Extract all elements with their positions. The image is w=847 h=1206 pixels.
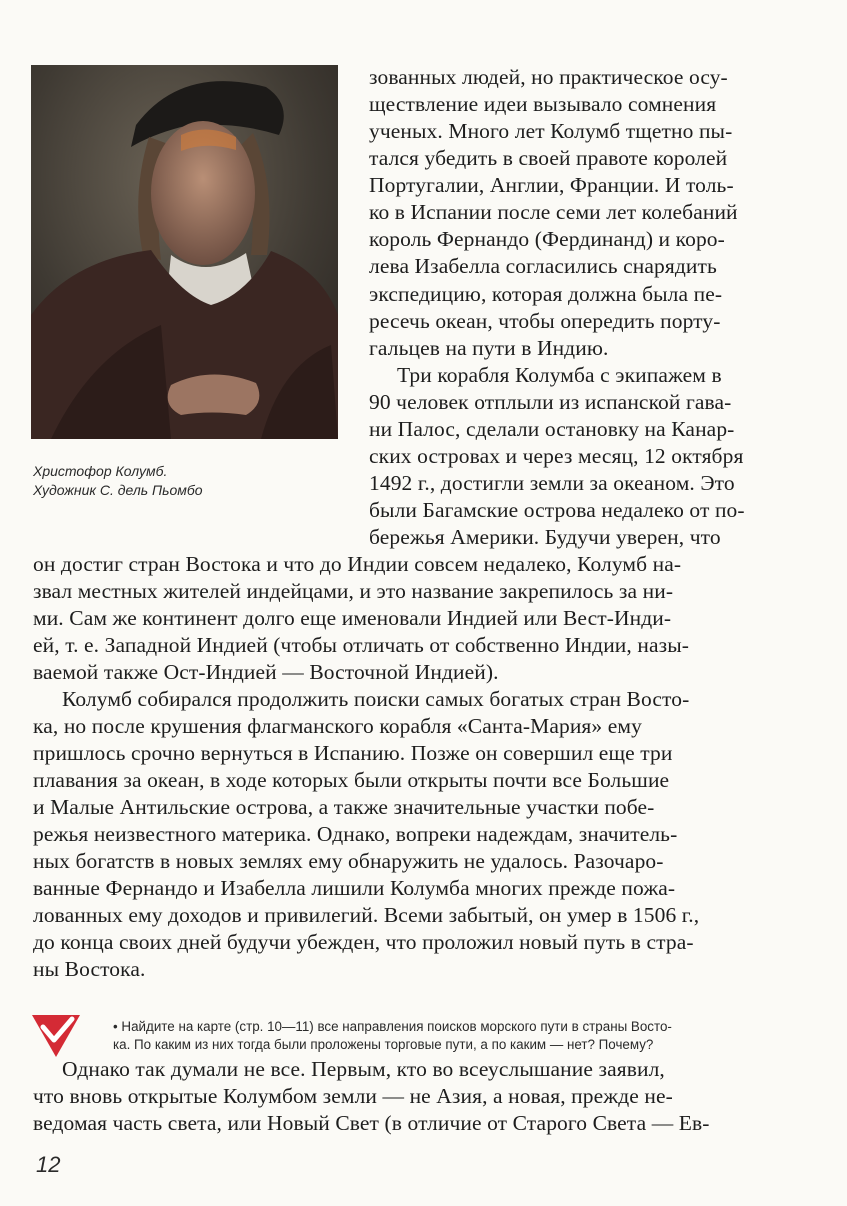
- text-line: ных богатств в новых землях ему обнаружить не удалось. Разочаро-: [33, 849, 664, 873]
- text-line: ми. Сам же континент долго еще именовали Индией или Вест-Инди-: [33, 606, 672, 630]
- text-line: Португалии, Англии, Франции. И толь-: [369, 173, 734, 197]
- text-line: ванные Фернандо и Изабелла лишили Колумба многих прежде пожа-: [33, 876, 676, 900]
- text-line: пришлось срочно вернуться в Испанию. Позже он совершил еще три: [33, 741, 673, 765]
- text-line: ко в Испании после семи лет колебаний: [369, 200, 738, 224]
- text-line: 1492 г., достигли земли за океаном. Это: [369, 471, 735, 495]
- text-line: лева Изабелла согласились снарядить: [369, 254, 717, 278]
- task-note-line: • Найдите на карте (стр. 10—11) все направления поисков морского пути в страны Восто-: [113, 1019, 672, 1034]
- caption-line: Художник С. дель Пьомбо: [33, 482, 203, 498]
- text-line: экспедицию, которая должна была пе-: [369, 282, 723, 306]
- text-line: гальцев на пути в Индию.: [369, 336, 609, 360]
- columbus-portrait-drawing: [31, 65, 338, 439]
- text-line: плавания за океан, в ходе которых были открыты почти все Большие: [33, 768, 670, 792]
- portrait-image: [31, 65, 338, 439]
- page-number: 12: [36, 1152, 61, 1177]
- text-line: что вновь открытые Колумбом земли — не Азия, а новая, прежде не-: [33, 1084, 673, 1108]
- text-line: и Малые Антильские острова, а также значительные участки побе-: [33, 795, 655, 819]
- text-line: 90 человек отплыли из испанской гава-: [369, 390, 732, 414]
- text-line: ваемой также Ост-Индией — Восточной Индией).: [33, 660, 499, 684]
- text-line: король Фернандо (Фердинанд) и коро-: [369, 227, 725, 251]
- text-line: ществление идеи вызывало сомнения: [369, 92, 717, 116]
- text-line: лованных ему доходов и привилегий. Всеми забытый, он умер в 1506 г.,: [33, 903, 700, 927]
- figure-caption: [33, 462, 333, 500]
- text-line: ни Палос, сделали остановку на Канар-: [369, 417, 735, 441]
- text-line: ских островах и через месяц, 12 октября: [369, 444, 744, 468]
- text-line: он достиг стран Востока и что до Индии совсем недалеко, Колумб на-: [33, 552, 682, 576]
- text-line: были Багамские острова недалеко от по-: [369, 498, 745, 522]
- text-line: ученых. Много лет Колумб тщетно пы-: [369, 119, 733, 143]
- text-line: бережья Америки. Будучи уверен, что: [369, 525, 721, 549]
- task-note-line: ка. По каким из них тогда были проложены торговые пути, а по каким — нет? Почему?: [113, 1037, 654, 1052]
- text-line: ресечь океан, чтобы опередить порту-: [369, 309, 721, 333]
- text-line: Колумб собирался продолжить поиски самых богатых стран Восто-: [62, 687, 690, 711]
- text-line: ка, но после крушения флагманского корабля «Санта-Мария» ему: [33, 714, 642, 738]
- text-line: ей, т. е. Западной Индией (чтобы отличать от собственно Индии, назы-: [33, 633, 689, 657]
- text-line: Однако так думали не все. Первым, кто во всеуслышание заявил,: [62, 1057, 665, 1081]
- text-line: до конца своих дней будучи убежден, что проложил новый путь в стра-: [33, 930, 694, 954]
- text-line: режья неизвестного материка. Однако, вопреки надеждам, значитель-: [33, 822, 678, 846]
- text-line: ведомая часть света, или Новый Свет (в отличие от Старого Света — Ев-: [33, 1111, 710, 1135]
- text-line: зованных людей, но практическое осу-: [369, 65, 728, 89]
- text-line: ны Востока.: [33, 957, 146, 981]
- text-line: Три корабля Колумба с экипажем в: [397, 363, 722, 387]
- checkmark-icon: [30, 1013, 82, 1059]
- text-line: тался убедить в своей правоте королей: [369, 146, 728, 170]
- caption-line: Христофор Колумб.: [33, 463, 168, 479]
- text-line: звал местных жителей индейцами, и это название закрепилось за ни-: [33, 579, 674, 603]
